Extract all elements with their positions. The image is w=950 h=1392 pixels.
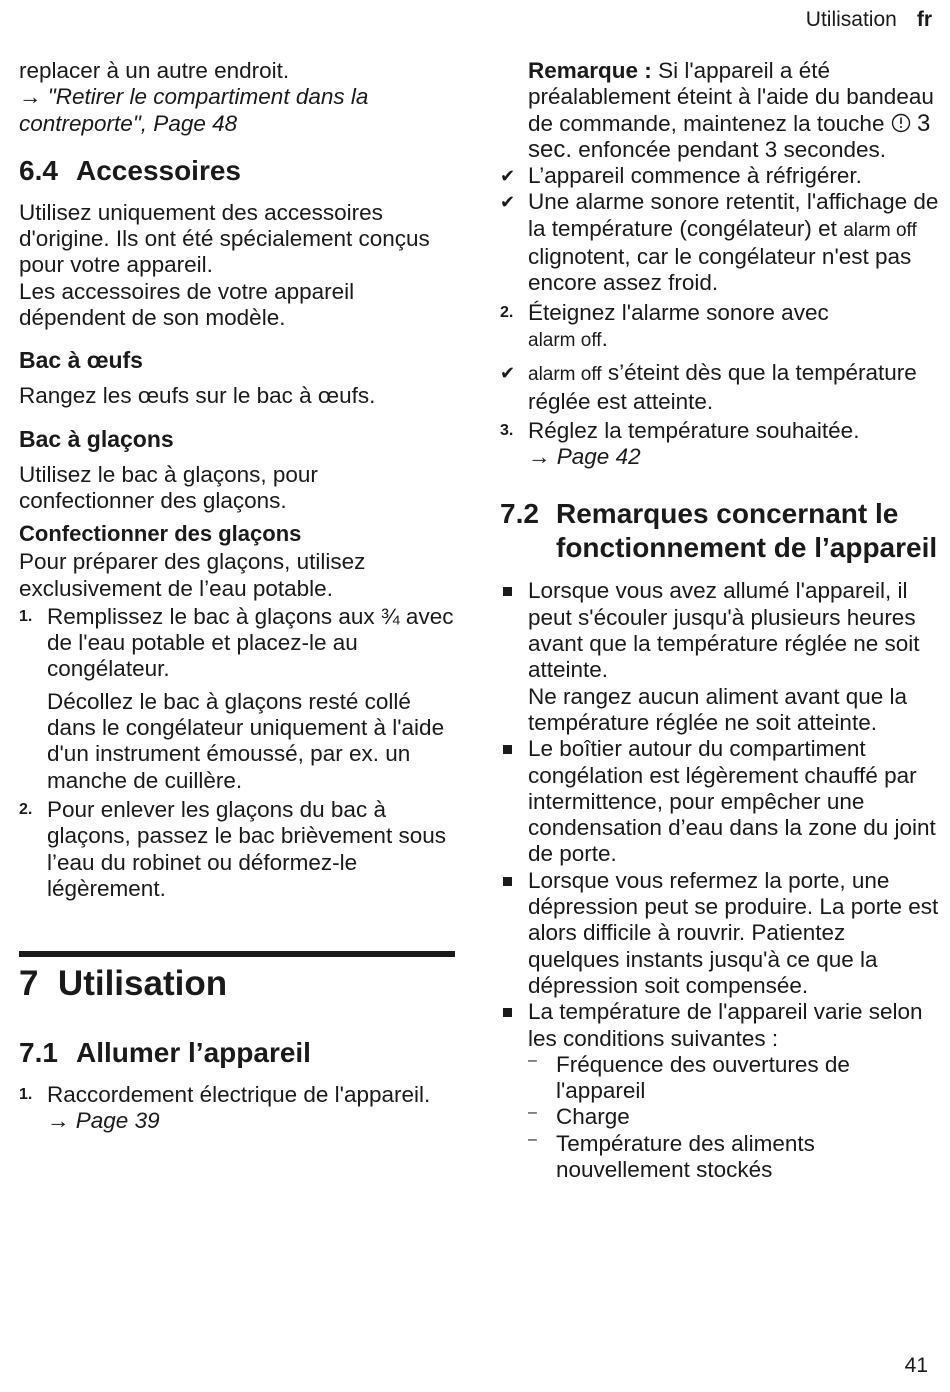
section-6-4-heading (19, 154, 455, 188)
result-text-end: clignotent, car le congélateur n'est pas encore assez froid. (528, 244, 912, 296)
list-item (19, 797, 455, 902)
step-punctuation: . (601, 325, 608, 351)
section-title: Allumer l’appareil (76, 1037, 311, 1069)
check-icon: ✔ (500, 363, 516, 384)
bullet-square-icon (503, 587, 512, 596)
step-extra: Décollez le bac à glaçons resté collé dans le congélateur uniquement à l'aide d'un instrument émoussé, par ex. un manche de cuillère. (47, 688, 445, 793)
bullet-square-icon (503, 745, 512, 754)
page-reference-link[interactable]: Page 39 (75, 1108, 160, 1134)
bullet-extra: Ne rangez aucun aliment avant que la température réglée ne soit atteinte. (528, 683, 907, 735)
list-item (19, 1082, 455, 1135)
step-text: Éteignez l'alarme sonore avec (528, 299, 829, 325)
step-number: 1. (19, 1086, 33, 1104)
bullet-text: La température de l'appareil varie selon les conditions suivantes : (528, 999, 923, 1051)
dash-item (528, 1131, 940, 1184)
bullet-text: Lorsque vous refermez la porte, une dépression peut se produire. La porte est alors difficile à rouvrir. Patientez quelques instants jusqu'à ce que la dépression soit compensée. (528, 867, 939, 998)
key-label: 3 sec. (528, 109, 931, 163)
running-header (806, 8, 932, 32)
dash-item (528, 1052, 940, 1105)
dash-mark: – (528, 1051, 537, 1069)
egg-tray-text: Rangez les œufs sur le bac à œufs. (19, 383, 376, 409)
result-text: s’éteint dès que la température réglée est atteinte. (528, 360, 917, 414)
result-text: Une alarme sonore retentit, l'affichage de la température (congélateur) et (528, 189, 939, 241)
dash-mark: – (528, 1104, 537, 1122)
section-number: 6.4 (19, 154, 58, 186)
dash-text: Fréquence des ouvertures de l'appareil (556, 1051, 850, 1104)
chapter-number: 7 (19, 964, 39, 1004)
making-ice-heading: Confectionner des glaçons (19, 521, 302, 547)
page-number: 41 (904, 1354, 928, 1377)
bullet-square-icon (503, 877, 512, 886)
header-section: Utilisation (805, 8, 897, 31)
section-number: 7.1 (19, 1037, 58, 1069)
left-column (19, 58, 455, 1135)
check-icon: ✔ (500, 166, 516, 187)
ice-tray-text: Utilisez le bac à glaçons, pour confectionner des glaçons. (19, 461, 318, 513)
key-label: alarm off (528, 329, 602, 351)
step-text: Pour enlever les glaçons du bac à glaçons, passez le bac brièvement sous l’eau du robinet ou déformez-le légèrement. (47, 796, 446, 901)
section-title: Accessoires (76, 154, 242, 186)
list-item (500, 578, 940, 736)
accessories-paragraph-1: Utilisez uniquement des accessoires d'origine. Ils ont été spécialement conçus pour votre appareil. (19, 199, 430, 278)
dash-text: Charge (556, 1104, 630, 1130)
list-item (500, 418, 940, 471)
section-7-2-heading (500, 497, 940, 565)
list-item (500, 360, 940, 415)
dash-mark: – (528, 1130, 537, 1148)
remark-block (500, 58, 940, 163)
remark-text-end: enfoncée pendant 3 secondes. (578, 136, 887, 162)
list-item (500, 163, 940, 189)
chapter-7-heading (19, 964, 455, 1004)
arrow-icon: → (19, 84, 42, 110)
step-text: Remplissez le bac à glaçons aux ¾ avec de l'eau potable et placez-le au congélateur. (47, 603, 454, 682)
list-item (500, 736, 940, 867)
bullet-square-icon (503, 1008, 512, 1017)
list-item (500, 868, 940, 999)
dash-item (528, 1104, 940, 1130)
bullet-text: Le boîtier autour du compartiment congélation est légèrement chauffé par intermittence, pour empêcher une condensation d’eau dans la zone du joint de porte. (528, 736, 936, 867)
intro-reference[interactable] (19, 84, 455, 137)
step-text: Raccordement électrique de l'appareil. (47, 1082, 431, 1108)
arrow-icon: → (47, 1108, 70, 1134)
intro-reference-text: "Retirer le compartiment dans la contreporte", Page 48 (19, 84, 369, 136)
power-icon (891, 113, 911, 133)
step-text: Réglez la température souhaitée. (528, 417, 860, 443)
remark-text: Si l'appareil a été préalablement éteint à l'aide du bandeau de commande, maintenez la touche (528, 58, 934, 136)
dash-text: Température des aliments nouvellement stockés (556, 1130, 815, 1182)
list-item (500, 300, 940, 355)
list-item (500, 189, 940, 296)
section-title: Remarques concernant le fonctionnement de l’appareil (556, 498, 938, 564)
accessories-paragraph-2: Les accessoires de votre appareil dépendent de son modèle. (19, 278, 355, 331)
step-number: 3. (500, 421, 514, 439)
step-number: 2. (19, 800, 33, 818)
intro-line: replacer à un autre endroit. (19, 58, 290, 83)
section-7-1-heading (19, 1036, 455, 1070)
step-number: 1. (19, 607, 33, 625)
section-number: 7.2 (500, 498, 539, 530)
key-label: alarm off (528, 364, 602, 386)
key-label: alarm off (843, 219, 917, 241)
bullet-text: Lorsque vous avez allumé l'appareil, il peut s'écouler jusqu'à plusieurs heures avant que la température réglée ne soit atteinte. (528, 578, 920, 683)
result-text: L’appareil commence à réfrigérer. (528, 163, 862, 189)
check-icon: ✔ (500, 192, 516, 213)
list-item (500, 999, 940, 1183)
right-column (500, 58, 940, 1183)
ice-tray-heading: Bac à glaçons (19, 425, 174, 452)
egg-tray-heading: Bac à œufs (19, 347, 143, 374)
chapter-title: Utilisation (57, 964, 228, 1004)
arrow-icon: → (528, 444, 551, 470)
page-reference-link[interactable]: Page 42 (556, 444, 641, 470)
list-item (19, 604, 455, 794)
making-ice-text: Pour préparer des glaçons, utilisez exclusivement de l’eau potable. (19, 549, 366, 601)
header-language: fr (916, 8, 932, 31)
step-number: 2. (500, 303, 514, 321)
chapter-divider (19, 951, 455, 957)
remark-label: Remarque : (528, 58, 652, 83)
